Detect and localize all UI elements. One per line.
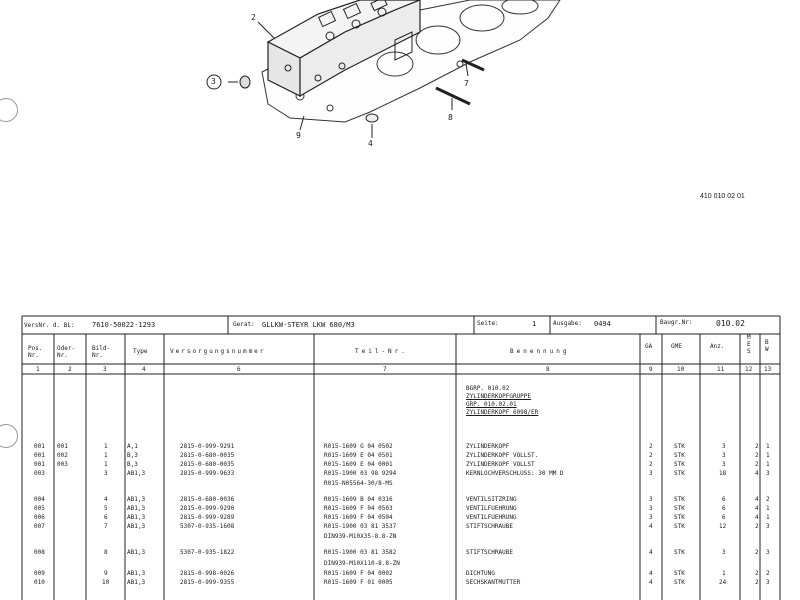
ausgabe-value: 0494 — [594, 320, 611, 328]
col-ga: GA — [645, 343, 653, 350]
row-teil-nr: R015-1900 03 81 3582 — [324, 549, 397, 556]
row-mes: 4 — [755, 505, 759, 512]
colnum-1: 1 — [36, 366, 40, 373]
baugr-value: 010.02 — [716, 319, 745, 328]
row-pos-nr: 006 — [34, 514, 45, 521]
row-benennung: VENTILFUEHRUNG — [466, 505, 517, 512]
row-bild-nr: 7 — [104, 523, 108, 530]
vers-nr-label: VersNr. d. BL: — [24, 322, 75, 329]
col-gme: GME — [671, 343, 682, 350]
row-teil-nr: R015-1900 03 98 9294 — [324, 470, 397, 477]
row-gme: STK — [674, 570, 685, 577]
row-teil-nr: R015-1609 E 04 0001 — [324, 461, 393, 468]
row-benennung: VENTILSITZRING — [466, 496, 517, 503]
row-bw: 1 — [766, 514, 770, 521]
row-type: B,3 — [127, 452, 138, 459]
row-bild-nr: 5 — [104, 505, 108, 512]
row-teil-nr: R015-1900 03 81 3537 — [324, 523, 397, 530]
row-type: AB1,3 — [127, 570, 146, 577]
row-benennung: VENTILFUEHRUNG — [466, 514, 517, 521]
col-versorgungsnummer: Versorgungsnummer — [170, 348, 266, 355]
callout-2: 2 — [251, 13, 256, 22]
row-bw: 3 — [766, 523, 770, 530]
row-pos-nr: 009 — [34, 570, 45, 577]
row-bw: 3 — [766, 579, 770, 586]
row-oder-nr: 002 — [57, 452, 68, 459]
row-pos-nr: 004 — [34, 496, 45, 503]
group-line: ZYLINDERKOPF 6098/ER — [466, 409, 539, 416]
row-mes: 4 — [755, 514, 759, 521]
row-pos-nr: 010 — [34, 579, 45, 586]
row-teil-nr: R015-1609 F 04 0503 — [324, 505, 393, 512]
row-bild-nr: 3 — [104, 470, 108, 477]
row-anz: 6 — [722, 505, 726, 512]
col-pos-nr: Pos. Nr. — [28, 345, 43, 360]
row-bw: 3 — [766, 549, 770, 556]
row-type: AB1,3 — [127, 579, 146, 586]
row-teil-nr: DIN939-M10X110-8.8-ZN — [324, 560, 400, 567]
colnum-11: 11 — [717, 366, 725, 373]
row-teil-nr: R015-1609 F 01 0005 — [324, 579, 393, 586]
row-type: B,3 — [127, 461, 138, 468]
colnum-2: 2 — [68, 366, 72, 373]
row-teil-nr: R015-1609 F 04 0504 — [324, 514, 393, 521]
row-bild-nr: 1 — [104, 443, 108, 450]
row-mes: 2 — [755, 461, 759, 468]
row-anz: 1 — [722, 570, 726, 577]
callout-3: 3 — [211, 77, 216, 86]
group-line: BGRP. 010.02 — [466, 385, 510, 392]
row-anz: 3 — [722, 443, 726, 450]
row-versorgungsnummer: 2815-0-999-9290 — [180, 505, 235, 512]
row-bild-nr: 10 — [102, 579, 110, 586]
row-mes: 2 — [755, 523, 759, 530]
row-ga: 4 — [649, 549, 653, 556]
row-mes: 4 — [755, 496, 759, 503]
row-gme: STK — [674, 496, 685, 503]
row-teil-nr: R015-1609 G 04 0502 — [324, 443, 393, 450]
row-type: AB1,3 — [127, 549, 146, 556]
ausgabe-label: Ausgabe: — [553, 320, 582, 327]
row-gme: STK — [674, 514, 685, 521]
row-pos-nr: 005 — [34, 505, 45, 512]
row-gme: STK — [674, 505, 685, 512]
row-ga: 3 — [649, 505, 653, 512]
row-gme: STK — [674, 549, 685, 556]
row-benennung: DICHTUNG — [466, 570, 495, 577]
row-bw: 1 — [766, 443, 770, 450]
row-versorgungsnummer: 5307-0-935-1608 — [180, 523, 235, 530]
row-teil-nr: R015-1609 F 04 0002 — [324, 570, 393, 577]
col-teil-nr: Teil-Nr. — [355, 348, 408, 355]
row-anz: 3 — [722, 452, 726, 459]
row-teil-nr: R015-N05564-30/8-MS — [324, 480, 393, 487]
row-benennung: ZYLINDERKOPF VOLLST — [466, 461, 535, 468]
row-pos-nr: 001 — [34, 452, 45, 459]
row-type: AB1,3 — [127, 496, 146, 503]
group-line: GRP. 010.02.01 — [466, 401, 517, 408]
group-heading — [466, 386, 538, 416]
row-pos-nr: 003 — [34, 470, 45, 477]
row-mes: 2 — [755, 452, 759, 459]
colnum-4: 4 — [142, 366, 146, 373]
row-mes: 4 — [755, 470, 759, 477]
col-bild-nr: Bild- Nr. — [92, 345, 111, 360]
row-mes: 2 — [755, 570, 759, 577]
row-pos-nr: 008 — [34, 549, 45, 556]
row-mes: 2 — [755, 579, 759, 586]
row-bild-nr: 1 — [104, 461, 108, 468]
row-anz: 3 — [722, 461, 726, 468]
row-oder-nr: 003 — [57, 461, 68, 468]
row-gme: STK — [674, 443, 685, 450]
row-bild-nr: 9 — [104, 570, 108, 577]
callout-8: 8 — [448, 113, 453, 122]
vers-nr-value: 7610-50022-1293 — [92, 321, 156, 329]
row-bw: 2 — [766, 570, 770, 577]
row-bw: 1 — [766, 505, 770, 512]
row-versorgungsnummer: 2815-0-680-0035 — [180, 452, 235, 459]
col-oder-nr: Oder- Nr. — [57, 345, 76, 360]
row-gme: STK — [674, 461, 685, 468]
row-oder-nr: 001 — [57, 443, 68, 450]
callout-7: 7 — [464, 79, 469, 88]
row-benennung: SECHSKANTMUTTER — [466, 579, 521, 586]
row-type: AB1,3 — [127, 505, 146, 512]
row-anz: 3 — [722, 549, 726, 556]
row-bw: 2 — [766, 496, 770, 503]
colnum-7: 7 — [383, 366, 387, 373]
row-mes: 2 — [755, 549, 759, 556]
row-versorgungsnummer: 2815-0-999-9355 — [180, 579, 235, 586]
row-bw: 3 — [766, 470, 770, 477]
row-anz: 6 — [722, 496, 726, 503]
row-bild-nr: 6 — [104, 514, 108, 521]
row-ga: 3 — [649, 514, 653, 521]
row-anz: 18 — [719, 470, 727, 477]
seite-value: 1 — [532, 320, 537, 328]
callout-4: 4 — [368, 139, 373, 148]
seite-label: Seite: — [477, 320, 499, 327]
baugr-label: Baugr.Nr: — [660, 319, 693, 326]
row-anz: 24 — [719, 579, 727, 586]
row-pos-nr: 001 — [34, 461, 45, 468]
row-ga: 2 — [649, 461, 653, 468]
row-benennung: KERNLOCHVERSCHLUSS: 30 MM D — [466, 470, 564, 477]
row-ga: 4 — [649, 523, 653, 530]
row-ga: 2 — [649, 443, 653, 450]
row-ga: 3 — [649, 470, 653, 477]
colnum-10: 10 — [677, 366, 685, 373]
callout-9: 9 — [296, 131, 301, 140]
geraet-label: Gerat: — [233, 321, 255, 328]
row-bw: 1 — [766, 452, 770, 459]
row-versorgungsnummer: 2815-0-998-0026 — [180, 570, 235, 577]
col-bw: B W — [765, 339, 769, 353]
row-versorgungsnummer: 2815-0-999-9633 — [180, 470, 235, 477]
col-benennung: Benennung — [510, 348, 570, 355]
geraet-value: GLLKW-STEYR LKW 680/M3 — [262, 321, 355, 329]
row-type: AB1,3 — [127, 523, 146, 530]
col-mes: M E S — [747, 334, 751, 355]
row-benennung: STIFTSCHRAUBE — [466, 549, 513, 556]
col-type: Type — [133, 348, 148, 355]
row-gme: STK — [674, 452, 685, 459]
row-teil-nr: R015-1609 E 04 0501 — [324, 452, 393, 459]
row-gme: STK — [674, 470, 685, 477]
row-benennung: STIFTSCHRAUBE — [466, 523, 513, 530]
colnum-3: 3 — [103, 366, 107, 373]
row-gme: STK — [674, 523, 685, 530]
row-anz: 12 — [719, 523, 727, 530]
row-versorgungsnummer: 5307-0-935-1822 — [180, 549, 235, 556]
group-line: ZYLINDERKOPFGRUPPE — [466, 393, 532, 400]
row-bild-nr: 1 — [104, 452, 108, 459]
row-mes: 2 — [755, 443, 759, 450]
row-pos-nr: 001 — [34, 443, 45, 450]
row-versorgungsnummer: 2815-0-999-9291 — [180, 443, 235, 450]
colnum-12: 12 — [745, 366, 753, 373]
row-versorgungsnummer: 2815-0-680-0035 — [180, 461, 235, 468]
row-versorgungsnummer: 2815-0-680-0036 — [180, 496, 235, 503]
colnum-8: 8 — [546, 366, 550, 373]
row-type: AB1,3 — [127, 514, 146, 521]
row-ga: 4 — [649, 579, 653, 586]
row-type: AB1,3 — [127, 470, 146, 477]
row-anz: 6 — [722, 514, 726, 521]
row-teil-nr: DIN939-M10X35-8.8-ZN — [324, 533, 397, 540]
col-anz: Anz. — [710, 343, 725, 350]
colnum-13: 13 — [764, 366, 772, 373]
row-benennung: ZYLINDERKOPF — [466, 443, 510, 450]
row-benennung: ZYLINDERKOPF VOLLST. — [466, 452, 539, 459]
colnum-9: 9 — [649, 366, 653, 373]
row-bw: 1 — [766, 461, 770, 468]
row-bild-nr: 8 — [104, 549, 108, 556]
row-type: A,1 — [127, 443, 138, 450]
row-teil-nr: R015-1609 B 04 0316 — [324, 496, 393, 503]
drawing-number: 410 010 02 01 — [700, 193, 745, 200]
row-ga: 2 — [649, 452, 653, 459]
row-gme: STK — [674, 579, 685, 586]
row-bild-nr: 4 — [104, 496, 108, 503]
row-pos-nr: 007 — [34, 523, 45, 530]
row-ga: 3 — [649, 496, 653, 503]
row-ga: 4 — [649, 570, 653, 577]
row-versorgungsnummer: 2815-0-999-9289 — [180, 514, 235, 521]
colnum-6: 6 — [237, 366, 241, 373]
